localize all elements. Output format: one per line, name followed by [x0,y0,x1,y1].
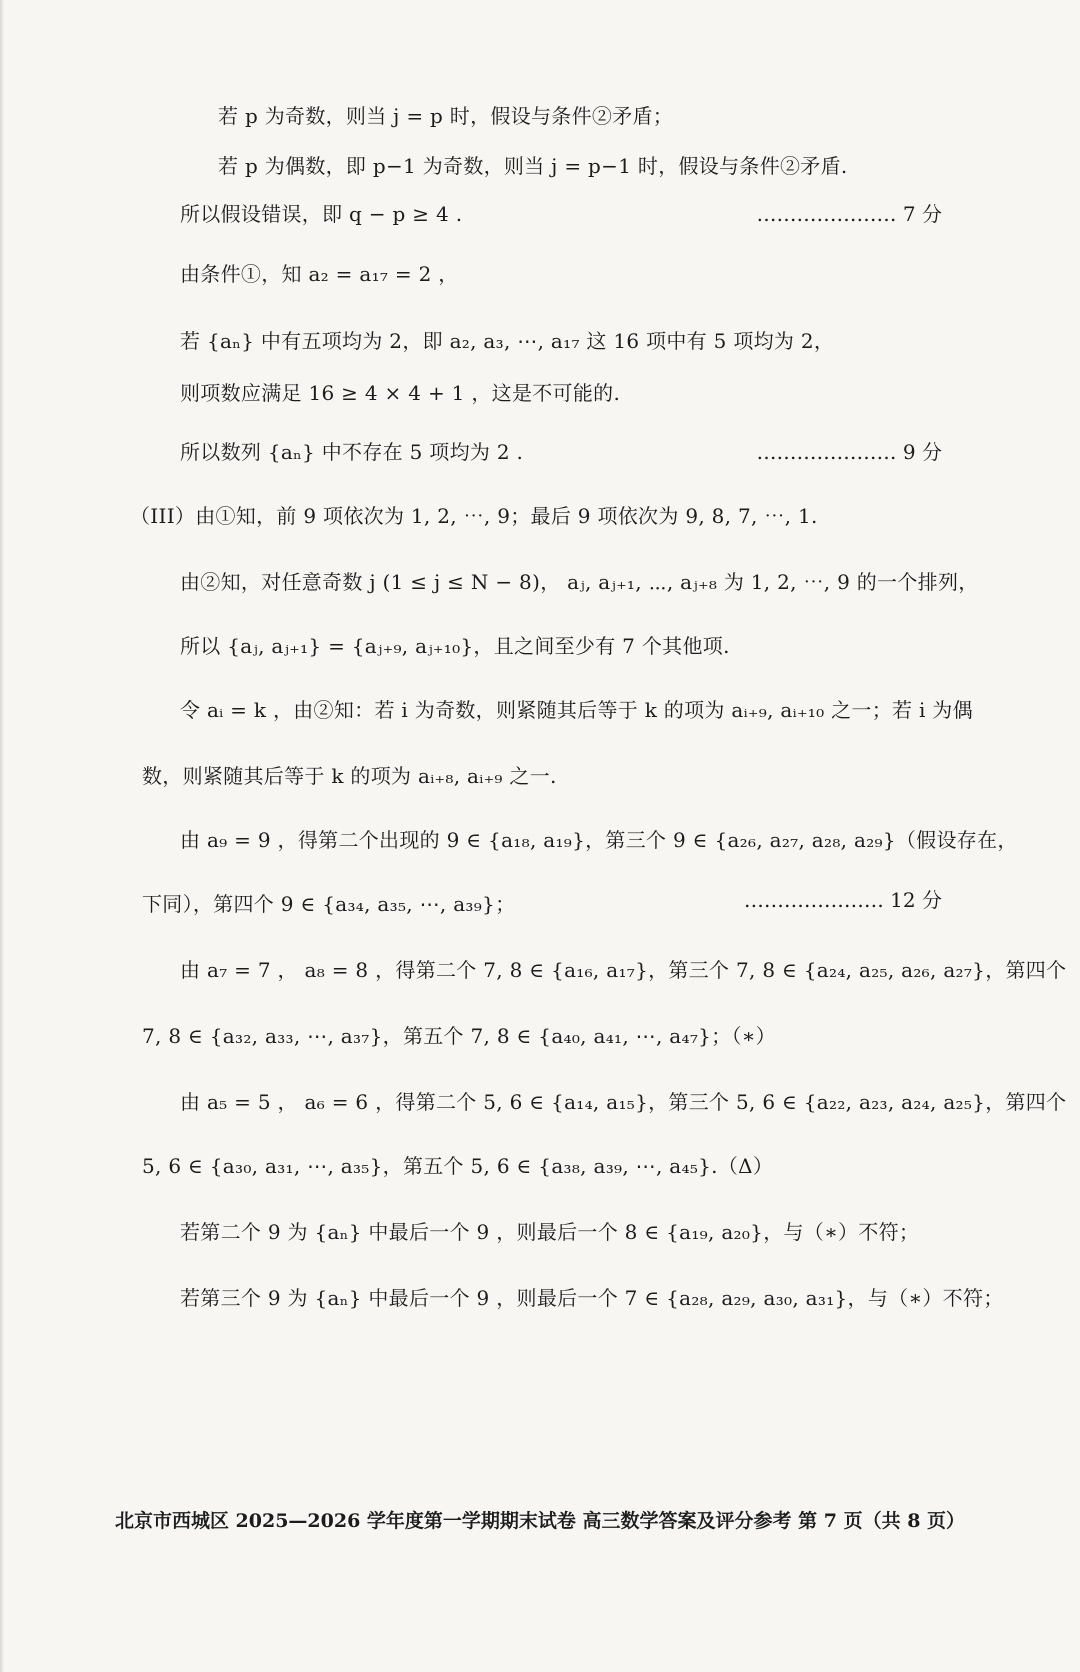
text-line: 由②知，对任意奇数 j (1 ≤ j ≤ N − 8)， aⱼ, aⱼ₊₁, ⋯, aⱼ₊₈ 为 1, 2, ⋯, 9 的一个排列， [180,570,979,594]
text-line: 若第三个 9 为 {aₙ} 中最后一个 9 ，则最后一个 7 ∈ {a₂₈, a₂₉, a₃₀, a₃₁}，与（∗）不符； [180,1286,1004,1310]
text-line: 若第二个 9 为 {aₙ} 中最后一个 9 ，则最后一个 8 ∈ {a₁₉, a₂₀}，与（∗）不符； [180,1220,920,1244]
section-heading: （III）由①知，前 9 项依次为 1, 2, ⋯, 9；最后 9 项依次为 9, 8, 7, ⋯, 1. [130,504,818,528]
score-mark: ………………… 7 分 [756,202,942,226]
text-line: 所以 {aⱼ, aⱼ₊₁} = {aⱼ₊₉, aⱼ₊₁₀}，且之间至少有 7 个其他项. [180,634,730,658]
text-line: 7, 8 ∈ {a₃₂, a₃₃, ⋯, a₃₇}，第五个 7, 8 ∈ {a₄₀, a₄₁, ⋯, a₄₇}；（∗） [142,1024,776,1048]
text-line: 所以假设错误，即 q − p ≥ 4 . [180,202,463,226]
text-line: 由 a₅ = 5 ， a₆ = 6 ，得第二个 5, 6 ∈ {a₁₄, a₁₅}，第三个 5, 6 ∈ {a₂₂, a₂₃, a₂₄, a₂₅}，第四个 [180,1090,1067,1114]
text-line: 5, 6 ∈ {a₃₀, a₃₁, ⋯, a₃₅}，第五个 5, 6 ∈ {a₃₈, a₃₉, ⋯, a₄₅}.（Δ） [142,1154,774,1178]
text-line: 数，则紧随其后等于 k 的项为 aᵢ₊₈, aᵢ₊₉ 之一. [142,764,557,788]
text-line: 令 aᵢ = k ，由②知：若 i 为奇数，则紧随其后等于 k 的项为 aᵢ₊₉, aᵢ₊₁₀ 之一；若 i 为偶 [180,698,973,722]
text-line: 由 a₉ = 9 ，得第二个出现的 9 ∈ {a₁₈, a₁₉}，第三个 9 ∈ {a₂₆, a₂₇, a₂₈, a₂₉}（假设存在， [180,828,1018,852]
text-line: 所以数列 {aₙ} 中不存在 5 项均为 2 . [180,440,524,464]
text-line: 若 {aₙ} 中有五项均为 2，即 a₂, a₃, ⋯, a₁₇ 这 16 项中有 5 项均为 2， [180,329,835,353]
page-footer: 北京市西城区 2025—2026 学年度第一学期期末试卷 高三数学答案及评分参考 第 7 页（共 8 页） [114,1510,966,1532]
text-line: 则项数应满足 16 ≥ 4 × 4 + 1 ，这是不可能的. [180,381,621,405]
text-line: 由条件①，知 a₂ = a₁₇ = 2 ， [180,262,459,286]
text-line: 由 a₇ = 7 ， a₈ = 8 ，得第二个 7, 8 ∈ {a₁₆, a₁₇}，第三个 7, 8 ∈ {a₂₄, a₂₅, a₂₆, a₂₇}，第四个 [180,958,1067,982]
text-line: 若 p 为奇数，则当 j = p 时，假设与条件②矛盾； [218,104,674,128]
score-mark: ………………… 9 分 [756,440,942,464]
text-line: 若 p 为偶数，即 p−1 为奇数，则当 j = p−1 时，假设与条件②矛盾. [218,154,848,178]
scan-edge [0,0,4,1672]
text-line: 下同），第四个 9 ∈ {a₃₄, a₃₅, ⋯, a₃₉}； [142,892,516,916]
score-mark: ………………… 12 分 [743,888,942,912]
